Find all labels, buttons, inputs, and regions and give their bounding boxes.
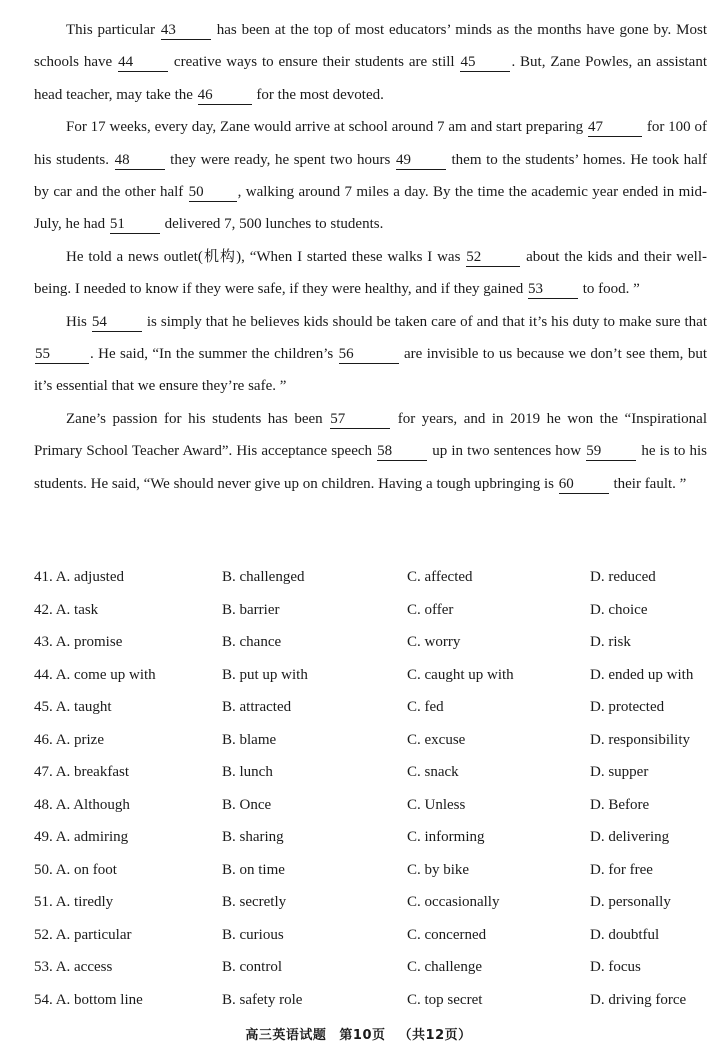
blank-58: 58 <box>377 443 427 461</box>
option-text: A. taught <box>55 699 112 715</box>
question-number: 52. <box>34 926 53 943</box>
option-a <box>34 756 129 789</box>
blank-56: 56 <box>339 346 399 364</box>
question-row <box>34 691 707 724</box>
option-d: D. reduced <box>590 569 656 585</box>
blank-50: 50 <box>189 184 237 202</box>
blank-45: 45 <box>460 54 510 72</box>
question-number: 53. <box>34 959 53 975</box>
passage-text: For 17 weeks, every day, Zane would arrive at school around 7 am and start preparing <box>66 119 587 136</box>
passage-text: for years, and in 2019 he won the “Inspirational Primary School Teacher Award”. His acceptance speech <box>34 410 708 460</box>
option-a <box>34 594 98 627</box>
option-b: B. control <box>222 959 282 975</box>
blank-53: 53 <box>528 281 578 299</box>
passage-paragraph <box>34 403 707 500</box>
option-b: B. put up with <box>222 666 308 683</box>
option-text: A. promise <box>55 634 123 650</box>
question-row <box>34 821 707 854</box>
option-c: C. offer <box>407 601 454 618</box>
option-d: D. focus <box>590 959 641 975</box>
passage-text: about the kids and their well-being. I needed to know if they were safe, if they were healthy, and if they gained <box>34 248 707 298</box>
question-number: 41. <box>34 569 53 585</box>
option-text: A. come up with <box>55 666 156 683</box>
option-text: A. access <box>55 959 113 975</box>
option-a <box>34 626 122 659</box>
passage-text: are invisible to us because we don’t see them, but it’s essential that we ensure they’re safe. ” <box>34 346 707 395</box>
option-text: A. bottom line <box>55 991 143 1008</box>
option-b: B. challenged <box>222 569 305 585</box>
option-d: D. choice <box>590 601 648 618</box>
question-row <box>34 919 707 952</box>
question-number: 48. <box>34 796 53 813</box>
blank-59: 59 <box>586 443 636 461</box>
passage-text: they were ready, he spent two hours <box>165 151 395 168</box>
passage-text: creative ways to ensure their students are still <box>169 54 460 71</box>
passage-text: their fault. ” <box>609 475 687 492</box>
passage-paragraph <box>34 111 707 241</box>
option-c: C. by bike <box>407 861 470 878</box>
option-a <box>34 854 117 887</box>
question-row <box>34 724 707 757</box>
option-a <box>34 951 112 984</box>
passage-text: for the most devoted. <box>252 86 384 103</box>
option-text: A. admiring <box>55 829 129 845</box>
option-c: C. affected <box>407 569 473 585</box>
footer-page-number: 第10页 <box>339 1028 386 1043</box>
question-row <box>34 951 707 984</box>
option-a <box>34 886 113 919</box>
question-row <box>34 626 707 659</box>
option-c: C. top secret <box>407 991 483 1008</box>
option-d: D. personally <box>590 894 671 910</box>
option-a <box>34 919 132 952</box>
question-row <box>34 854 707 887</box>
option-d: D. ended up with <box>590 666 694 683</box>
option-text: A. prize <box>55 731 104 748</box>
passage-text: them to the students’ homes. He took half by car and the other half <box>34 151 707 201</box>
question-row <box>34 984 707 1017</box>
question-number: 44. <box>34 666 53 683</box>
option-text: A. breakfast <box>55 764 129 780</box>
option-text: A. adjusted <box>55 569 125 585</box>
option-a <box>34 789 130 822</box>
option-d: D. risk <box>590 634 631 650</box>
passage-text: His <box>66 313 91 330</box>
footer-title: 高三英语试题 <box>245 1028 327 1043</box>
question-number: 50. <box>34 861 53 878</box>
passage-text: he is to his students. He said, “We should never give up on children. Having a tough upbringing is <box>34 443 708 492</box>
blank-60: 60 <box>559 476 609 494</box>
option-c: C. challenge <box>407 959 482 975</box>
blank-44: 44 <box>118 54 168 72</box>
option-c: C. snack <box>407 764 459 780</box>
option-d: D. delivering <box>590 829 670 845</box>
question-number: 46. <box>34 731 53 748</box>
option-text: A. tiredly <box>55 894 114 910</box>
blank-46: 46 <box>198 87 252 105</box>
question-number: 47. <box>34 764 53 780</box>
option-b: B. secretly <box>222 894 287 910</box>
blank-55: 55 <box>35 346 89 364</box>
passage-paragraph <box>34 306 707 403</box>
option-d: D. for free <box>590 861 653 878</box>
question-row <box>34 886 707 919</box>
option-c: C. concerned <box>407 926 487 943</box>
option-b: B. lunch <box>222 764 273 780</box>
option-d: D. doubtful <box>590 926 660 943</box>
option-b: B. curious <box>222 926 284 943</box>
question-number: 49. <box>34 829 53 845</box>
option-b: B. chance <box>222 634 282 650</box>
option-d: D. driving force <box>590 991 687 1008</box>
blank-54: 54 <box>92 314 142 332</box>
option-a <box>34 691 112 724</box>
question-number: 45. <box>34 699 53 715</box>
question-row <box>34 594 707 627</box>
passage-text: has been at the top of most educators’ minds as the months have gone by. Most schools have <box>34 22 707 71</box>
option-c: C. caught up with <box>407 666 514 683</box>
blank-49: 49 <box>396 152 446 170</box>
cloze-passage <box>34 14 707 500</box>
option-b: B. safety role <box>222 991 303 1008</box>
question-number: 51. <box>34 894 53 910</box>
question-number: 43. <box>34 634 53 650</box>
footer-total-pages: （共12页） <box>398 1028 472 1043</box>
passage-text: Zane’s passion for his students has been <box>66 410 330 427</box>
passage-text: up in two sentences how <box>428 443 586 460</box>
option-text: A. task <box>55 601 99 618</box>
blank-51: 51 <box>110 216 160 234</box>
passage-text: . He said, “In the summer the children’s <box>90 346 338 363</box>
blank-48: 48 <box>115 152 165 170</box>
blank-47: 47 <box>588 119 642 137</box>
option-b: B. barrier <box>222 601 280 618</box>
passage-text: . But, Zane Powles, an assistant head teacher, may take the <box>34 54 707 103</box>
option-b: B. blame <box>222 731 277 748</box>
question-row <box>34 756 707 789</box>
passage-text: to food. ” <box>579 281 640 298</box>
option-b: B. attracted <box>222 699 292 715</box>
option-text: A. Although <box>55 796 130 813</box>
option-c: C. worry <box>407 634 461 650</box>
question-number: 42. <box>34 601 53 618</box>
question-row <box>34 789 707 822</box>
option-d: D. responsibility <box>590 731 690 748</box>
option-a <box>34 659 156 692</box>
question-number: 54. <box>34 991 53 1008</box>
passage-text: He told a news outlet(机构), “When I started these walks I was <box>66 248 466 265</box>
option-d: D. supper <box>590 764 649 780</box>
option-c: C. fed <box>407 699 444 715</box>
options-list <box>34 561 707 1016</box>
passage-paragraph <box>34 241 707 306</box>
option-d: D. protected <box>590 699 665 715</box>
option-text: A. particular <box>55 926 132 943</box>
option-c: C. informing <box>407 829 485 845</box>
option-d: D. Before <box>590 796 650 813</box>
passage-text: for 100 of his students. <box>34 119 707 168</box>
passage-text: This particular <box>66 22 160 38</box>
option-a <box>34 984 143 1017</box>
option-a <box>34 561 124 594</box>
passage-paragraph <box>34 14 707 111</box>
blank-57: 57 <box>330 411 390 429</box>
passage-text: is simply that he believes kids should be taken care of and that it’s his duty to make sure that <box>142 313 707 330</box>
option-a <box>34 821 128 854</box>
option-c: C. Unless <box>407 796 466 813</box>
option-a <box>34 724 104 757</box>
question-row <box>34 659 707 692</box>
question-row <box>34 561 707 594</box>
page-footer <box>0 1024 717 1043</box>
option-c: C. occasionally <box>407 894 500 910</box>
passage-text: delivered 7, 500 lunches to students. <box>160 216 384 233</box>
blank-52: 52 <box>466 249 520 267</box>
option-b: B. Once <box>222 796 272 813</box>
passage-text: , walking around 7 miles a day. By the time the academic year ended in mid-July, he had <box>34 184 707 233</box>
option-c: C. excuse <box>407 731 466 748</box>
option-text: A. on foot <box>55 861 117 878</box>
option-b: B. on time <box>222 861 285 878</box>
blank-43: 43 <box>161 22 211 40</box>
option-b: B. sharing <box>222 829 284 845</box>
